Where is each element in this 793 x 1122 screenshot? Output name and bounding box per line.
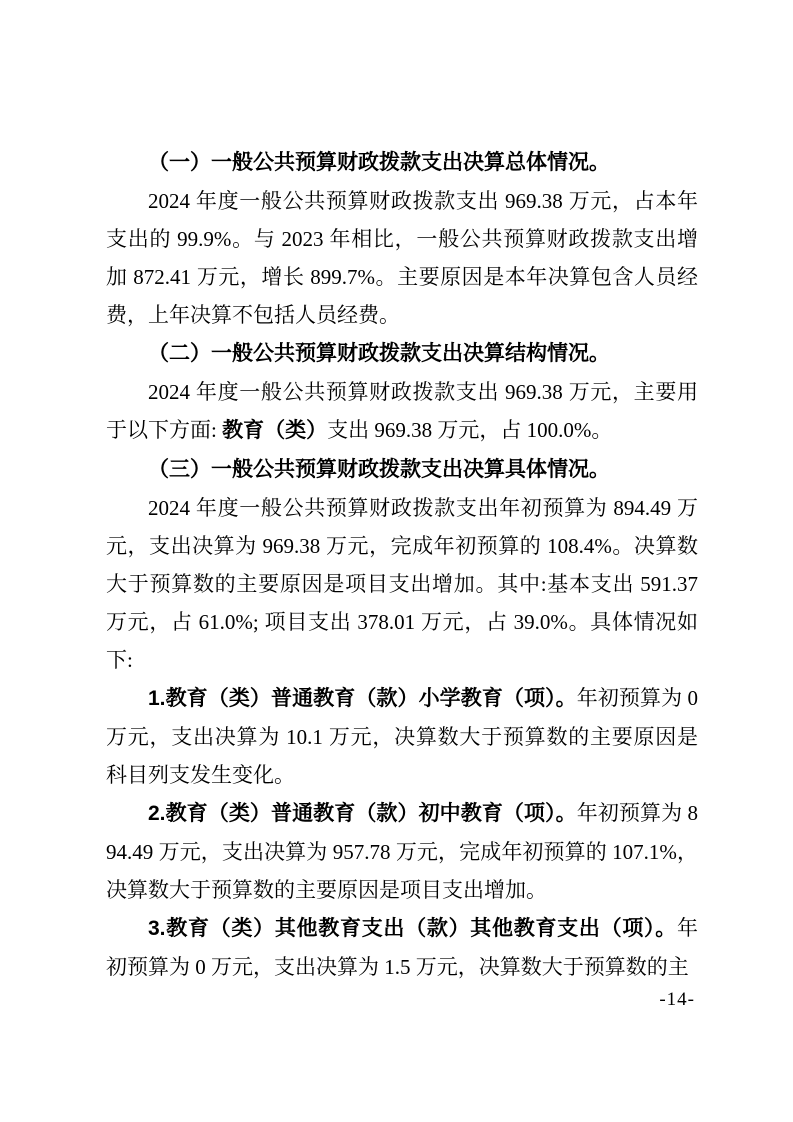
text-run-emphasis: 教育（类） <box>222 419 328 442</box>
text-run: 年初预算为 894.49 万元，支出决算为 957.78 万元，完成年初预算的 107.1%，决算数大于预算数的主要原因是项目支出增加。 <box>106 801 698 902</box>
text-run: 年初预算为 0 万元，支出决算为 10.1 万元，决算数大于预算数的主要原因是科目列支发生变化。 <box>106 686 698 787</box>
page-number: -14- <box>659 989 695 1010</box>
text-run: 年初预算为 0 万元，支出决算为 1.5 万元，决算数大于预算数的主 <box>106 916 698 979</box>
section-heading-3 <box>106 450 698 489</box>
text-run: 支出 969.38 万元，占 100.0%。 <box>327 418 613 442</box>
section-heading-2 <box>106 334 698 373</box>
text-run: 2024 年度一般公共预算财政拨款支出年初预算为 894.49 万元，支出决算为 969.38 万元，完成年初预算的 108.4%。决算数大于预算数的主要原因是项目支出增加。其中:基本支出 591.37 万元，占 61.0%; 项目支出 378.01 万元，占 39.0%。具体情况如下: <box>106 496 698 672</box>
section-3-paragraph <box>106 489 698 679</box>
section-2-paragraph <box>106 373 698 450</box>
section-1-paragraph <box>106 182 698 334</box>
text-run: 2024 年度一般公共预算财政拨款支出 969.38 万元，主要用于以下方面: <box>106 380 698 442</box>
text-run: （二）一般公共预算财政拨款支出决算结构情况。 <box>148 342 610 365</box>
item-3-paragraph <box>106 909 698 986</box>
item-2-title-run: 2.教育（类）普通教育（款）初中教育（项）。 <box>148 802 577 825</box>
text-run: （三）一般公共预算财政拨款支出决算具体情况。 <box>148 458 610 481</box>
item-2-paragraph <box>106 794 698 909</box>
document-body <box>106 143 698 986</box>
text-run: 2024 年度一般公共预算财政拨款支出 969.38 万元，占本年支出的 99.9%。与 2023 年相比，一般公共预算财政拨款支出增加 872.41 万元，增长 899.7%。主要原因是本年决算包含人员经费，上年决算不包括人员经费。 <box>106 189 698 327</box>
text-run: （一）一般公共预算财政拨款支出决算总体情况。 <box>148 151 610 174</box>
section-heading-1 <box>106 143 698 182</box>
item-1-paragraph <box>106 679 698 794</box>
item-3-title-run: 3.教育（类）其他教育支出（款）其他教育支出（项）。 <box>148 917 677 940</box>
item-1-title-run: 1.教育（类）普通教育（款）小学教育（项）。 <box>148 687 577 710</box>
